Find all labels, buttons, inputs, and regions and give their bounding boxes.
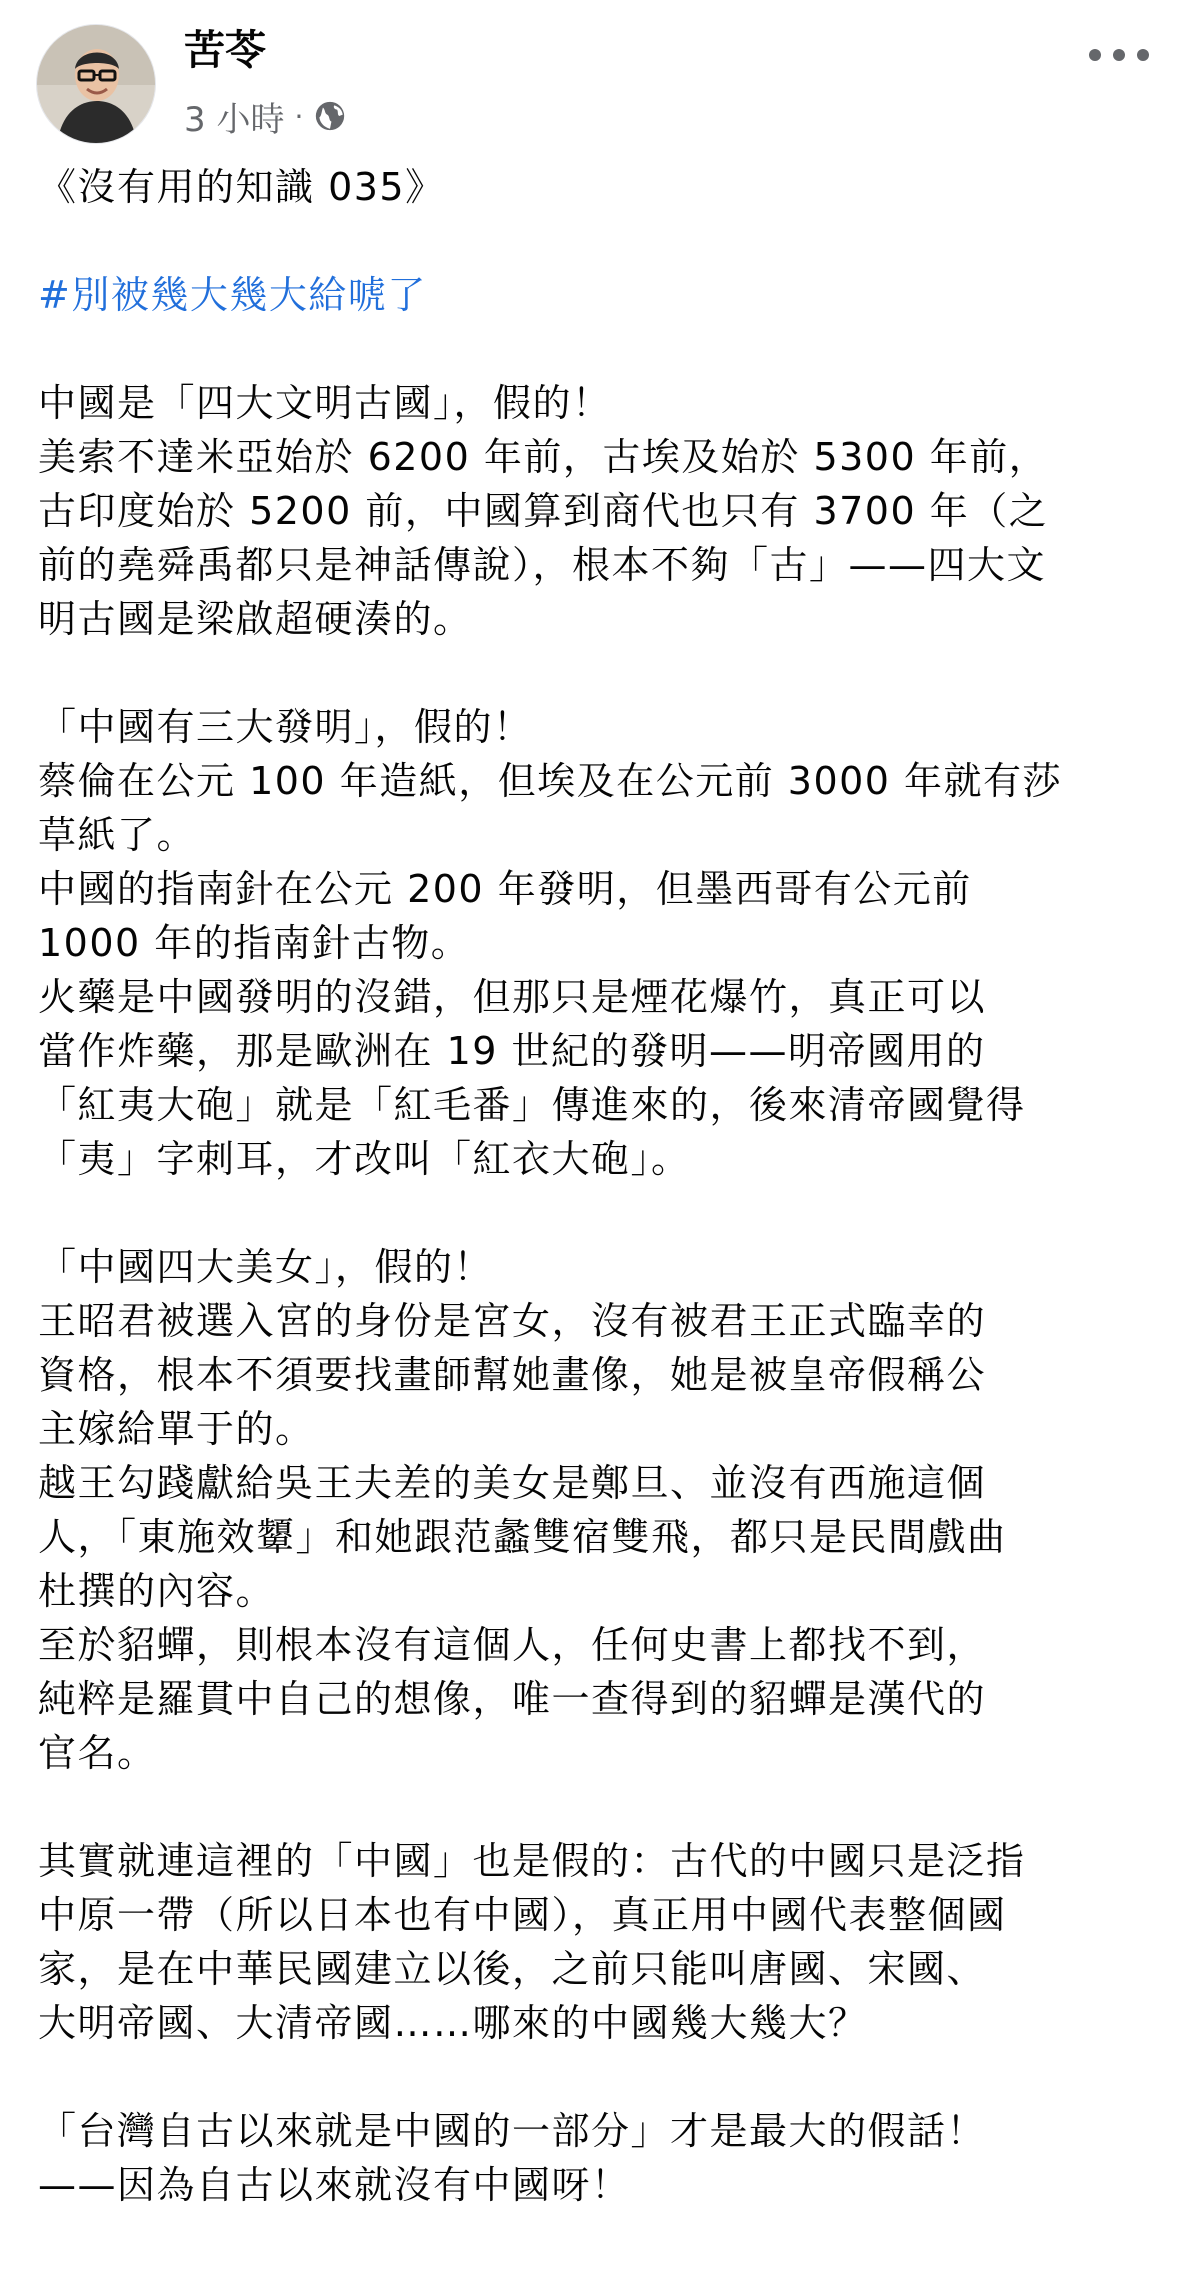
paragraph-line: 火藥是中國發明的沒錯，但那只是煙花爆竹，真正可以 (38, 975, 987, 1019)
paragraph-line: 中國的指南針在公元 200 年發明，但墨西哥有公元前 (38, 867, 972, 911)
paragraph-line: 古印度始於 5200 前，中國算到商代也只有 3700 年（之 (38, 489, 1049, 533)
paragraph-line: 「中國有三大發明」，假的！ (38, 705, 533, 749)
paragraph-line: 至於貂蟬，則根本沒有這個人，任何史書上都找不到， (38, 1623, 987, 1667)
paragraph-line: 蔡倫在公元 100 年造紙，但埃及在公元前 3000 年就有莎 (38, 759, 1063, 803)
paragraph-line: 王昭君被選入宮的身份是宮女，沒有被君王正式臨幸的 (38, 1299, 987, 1343)
avatar[interactable] (36, 24, 156, 144)
paragraph-line: 美索不達米亞始於 6200 年前，古埃及始於 5300 年前， (38, 435, 1049, 479)
paragraph-line: ——因為自古以來就沒有中國呀！ (38, 2163, 631, 2207)
globe-icon (313, 99, 347, 133)
avatar-image (37, 25, 156, 144)
post-paragraph (38, 376, 1148, 646)
series-title: 《沒有用的知識 035》 (38, 165, 445, 209)
paragraph-line: 明古國是梁啟超硬湊的。 (38, 597, 473, 641)
post-body (38, 160, 1148, 2266)
paragraph-line: 前的堯舜禹都只是神話傳說），根本不夠「古」——四大文 (38, 543, 1047, 587)
paragraph-line: 越王勾踐獻給吳王夫差的美女是鄭旦、並沒有西施這個 (38, 1461, 987, 1505)
paragraph-line: 草紙了。 (38, 813, 197, 857)
paragraph-line: 中國是「四大文明古國」，假的！ (38, 381, 612, 425)
post-header (0, 0, 1179, 160)
post-timestamp[interactable]: 3 小時 (184, 99, 285, 140)
post-sections (38, 376, 1148, 2212)
paragraph-line: 「紅夷大砲」就是「紅毛番」傳進來的，後來清帝國覺得 (38, 1083, 1026, 1127)
meta-separator: · (294, 99, 304, 133)
author-name[interactable]: 苦苓 (184, 26, 266, 74)
post-paragraph (38, 1240, 1148, 1780)
post-paragraph (38, 1834, 1148, 2050)
paragraph-line: 資格，根本不須要找畫師幫她畫像，她是被皇帝假稱公 (38, 1353, 987, 1397)
paragraph-line: 官名。 (38, 1731, 157, 1775)
post-paragraph (38, 700, 1148, 1186)
paragraph-line: 1000 年的指南針古物。 (38, 921, 471, 965)
paragraph-line: 人，「東施效顰」和她跟范蠡雙宿雙飛，都只是民間戲曲 (38, 1515, 1007, 1559)
paragraph-line: 「中國四大美女」，假的！ (38, 1245, 494, 1289)
paragraph-line: 當作炸藥，那是歐洲在 19 世紀的發明——明帝國用的 (38, 1029, 986, 1073)
paragraph-line: 「台灣自古以來就是中國的一部分」才是最大的假話！ (38, 2109, 987, 2153)
post-paragraph (38, 2104, 1148, 2212)
paragraph-line: 主嫁給單于的。 (38, 1407, 315, 1451)
paragraph-line: 純粹是羅貫中自己的想像，唯一查得到的貂蟬是漢代的 (38, 1677, 987, 1721)
paragraph-line: 大明帝國、大清帝國……哪來的中國幾大幾大？ (38, 2001, 868, 2045)
paragraph-line: 家，是在中華民國建立以後，之前只能叫唐國、宋國、 (38, 1947, 987, 1991)
paragraph-line: 「夷」字刺耳，才改叫「紅衣大砲」。 (38, 1137, 691, 1181)
paragraph-line: 中原一帶（所以日本也有中國），真正用中國代表整個國 (38, 1893, 1007, 1937)
hashtag-link[interactable]: #別被幾大幾大給唬了 (38, 273, 427, 317)
paragraph-line: 其實就連這裡的「中國」也是假的：古代的中國只是泛指 (38, 1839, 1026, 1883)
paragraph-line: 杜撰的內容。 (38, 1569, 276, 1613)
post-meta (184, 96, 347, 140)
more-options-icon[interactable] (1089, 40, 1149, 70)
